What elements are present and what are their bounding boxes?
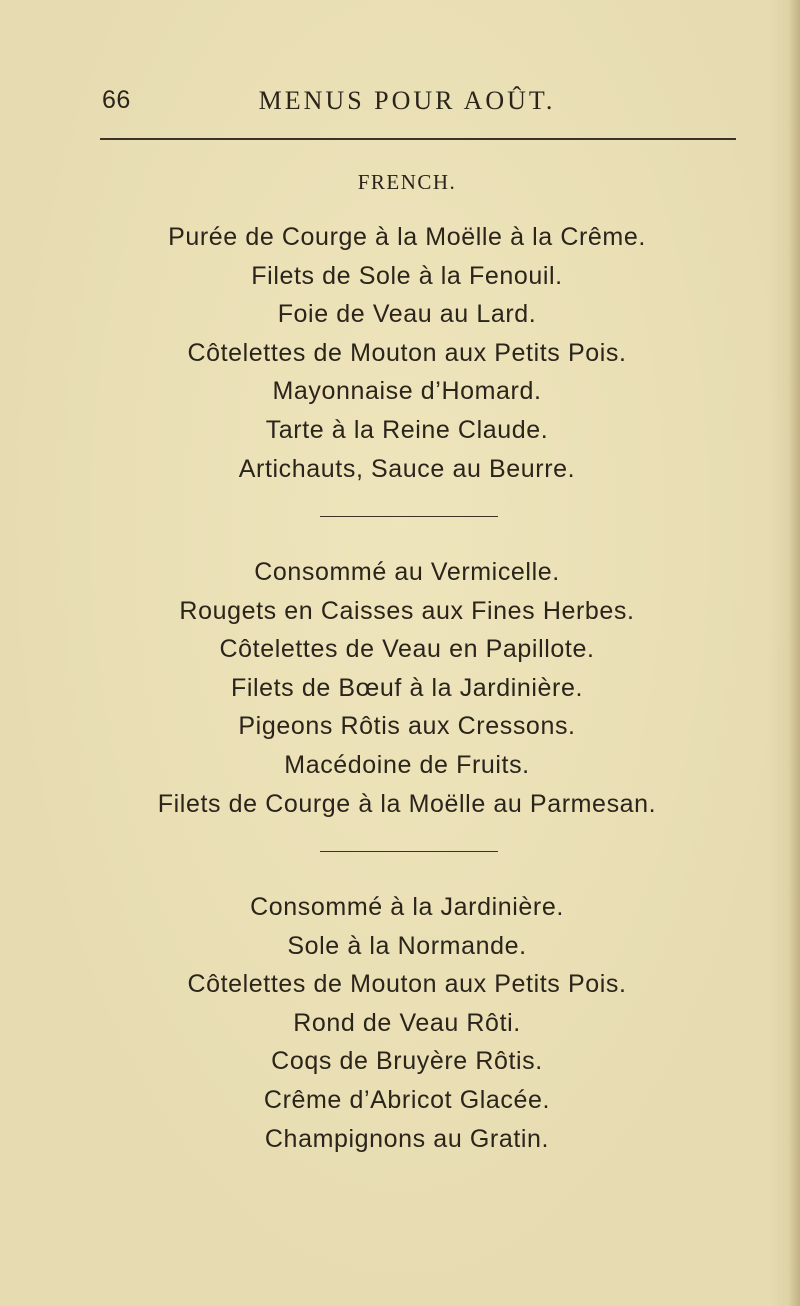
menu-item: Macédoine de Fruits. bbox=[284, 750, 530, 779]
menu-item: Champignons au Gratin. bbox=[264, 1124, 550, 1153]
menu-block-3 bbox=[0, 888, 800, 1158]
page-header bbox=[0, 86, 800, 126]
menu-item: Sole à la Normande. bbox=[287, 931, 527, 960]
menu-item: Artichauts, Sauce au Beurre. bbox=[238, 454, 576, 483]
menu-item: Rougets en Caisses aux Fines Herbes. bbox=[179, 596, 635, 625]
menu-separator bbox=[320, 516, 498, 517]
menu-item: Consommé à la Jardinière. bbox=[250, 893, 564, 921]
menu-item: Pigeons Rôtis aux Cressons. bbox=[238, 712, 576, 741]
menu-item: Mayonnaise d’Homard. bbox=[272, 377, 542, 406]
menu-block-2 bbox=[0, 553, 800, 823]
menu-item: Filets de Courge à la Moëlle au Parmesan. bbox=[157, 789, 657, 818]
menu-item: Consommé au Vermicelle. bbox=[254, 558, 560, 586]
menu-item: Côtelettes de Mouton aux Petits Pois. bbox=[187, 338, 627, 367]
running-title: MENUS POUR AOÛT. bbox=[258, 86, 556, 115]
page-number: 66 bbox=[102, 86, 131, 114]
menu-item: Coqs de Bruyère Rôtis. bbox=[271, 1047, 543, 1076]
menu-item: Côtelettes de Mouton aux Petits Pois. bbox=[187, 970, 627, 999]
header-rule bbox=[100, 138, 736, 140]
menu-item: Purée de Courge à la Moëlle à la Crême. bbox=[168, 223, 646, 251]
menu-item: Foie de Veau au Lard. bbox=[277, 300, 537, 329]
menu-block-1 bbox=[0, 218, 800, 488]
menu-item: Côtelettes de Veau en Papillote. bbox=[219, 635, 595, 664]
section-heading: FRENCH. bbox=[357, 170, 457, 194]
menu-item: Crême d’Abricot Glacée. bbox=[263, 1085, 551, 1114]
menu-item: Filets de Sole à la Fenouil. bbox=[251, 261, 563, 290]
menu-item: Filets de Bœuf à la Jardinière. bbox=[230, 673, 584, 702]
menu-item: Rond de Veau Rôti. bbox=[293, 1008, 521, 1037]
menu-separator bbox=[320, 851, 498, 852]
menu-item: Tarte à la Reine Claude. bbox=[265, 415, 549, 444]
